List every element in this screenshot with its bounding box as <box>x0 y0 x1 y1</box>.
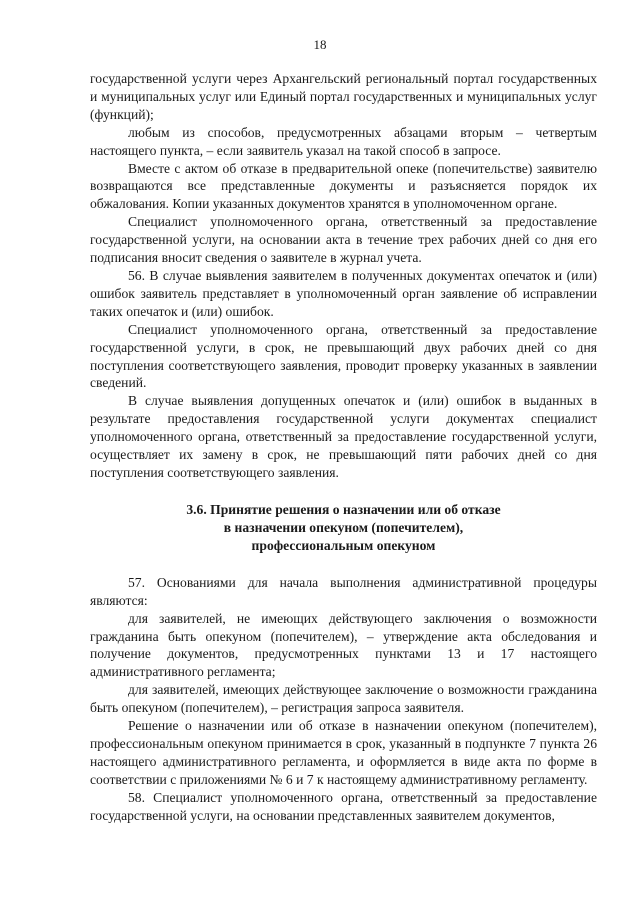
paragraph-continuation: государственной услуги через Архангельский региональный портал государственных и муниципальных услуг или Единый портал государственных и муниципальных услуг (функций); <box>90 71 597 122</box>
paragraph: В случае выявления допущенных опечаток и (или) ошибок в выданных в результате предоставления государственной услуги документах специалист уполномоченного органа, ответственный за предоставление государственной услуги, осуществляет их замену в срок, не превышающий пяти рабочих дней со дня поступления соответствующего заявления. <box>90 393 597 480</box>
paragraph: Вместе с актом об отказе в предварительной опеке (попечительстве) заявителю возвращаются все представленные документы и разъясняется порядок их обжалования. Копии указанных документов хранятся в уполномоченном органе. <box>90 160 597 212</box>
paragraph-item-57: 57. Основаниями для начала выполнения административной процедуры являются: <box>90 574 597 608</box>
paragraph-item-58: 58. Специалист уполномоченного органа, ответственный за предоставление государственной услуги, на основании представленных заявителем документов, <box>90 789 597 823</box>
paragraph: Решение о назначении или об отказе в назначении опекуном (попечителем), профессиональным опекуном принимается в срок, указанный в подпункте 7 пункта 26 настоящего административного регламента, и оформляется в виде акта по форме в соответствии с приложениями № 6 и 7 к настоящему административному регламенту. <box>90 718 597 787</box>
section-heading-line: профессиональным опекуном <box>251 537 436 553</box>
paragraph-item-56: 56. В случае выявления заявителем в полученных документах опечаток и (или) ошибок заявитель представляет в уполномоченный орган заявление об исправлении таких опечаток и (или) ошибок. <box>90 267 597 319</box>
paragraph: для заявителей, имеющих действующее заключение о возможности гражданина быть опекуном (попечителем), – регистрация запроса заявителя. <box>90 682 597 716</box>
section-heading <box>90 501 597 555</box>
paragraph: Специалист уполномоченного органа, ответственный за предоставление государственной услуги, на основании акта в течение трех рабочих дней со дня его подписания вносит сведения о заявителе в журнал учета. <box>90 214 597 266</box>
paragraph: Специалист уполномоченного органа, ответственный за предоставление государственной услуги, в срок, не превышающий двух рабочих дней со дня поступления соответствующего заявления, проводит проверку указанных в заявлении сведений. <box>90 321 597 391</box>
page-number: 18 <box>313 37 327 52</box>
paragraph: любым из способов, предусмотренных абзацами вторым – четвертым настоящего пункта, – если заявитель указал на такой способ в запросе. <box>90 124 597 158</box>
section-heading-line: 3.6. Принятие решения о назначении или об отказе <box>186 501 501 517</box>
paragraph: для заявителей, не имеющих действующего заключения о возможности гражданина быть опекуном (попечителем), – утверждение акта обследования и получение документов, предусмотренных пунктами 13 и 17 настоящего административного регламента; <box>90 610 597 680</box>
section-heading-line: в назначении опекуном (попечителем), <box>223 519 464 535</box>
document-body <box>90 70 597 825</box>
